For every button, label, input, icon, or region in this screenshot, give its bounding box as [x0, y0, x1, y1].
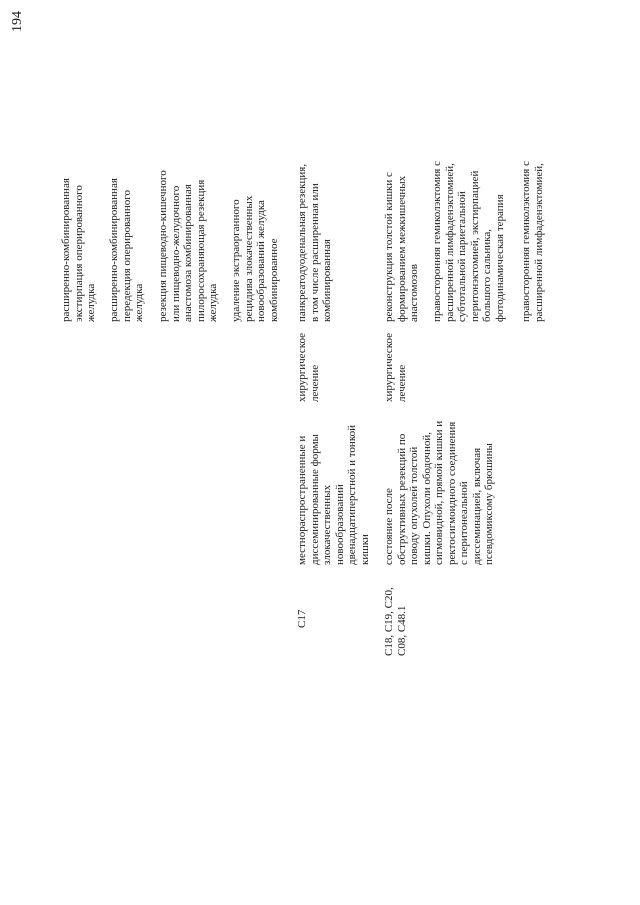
description-line: состояние после: [383, 488, 395, 565]
procedure-line: правосторонняя гемиколэктомия с: [431, 161, 443, 322]
procedure-line: передекция оперированного: [120, 189, 133, 322]
description-line: злокачественных: [321, 484, 333, 565]
procedure-line: расширенной лимфаденэктомией,: [443, 163, 456, 322]
procedure-line: желудка: [133, 283, 145, 322]
procedure-block: [383, 162, 421, 322]
procedure-line: формированием межкишечных: [395, 175, 408, 322]
diagnosis-code: [383, 586, 408, 656]
page-number: 194: [10, 11, 25, 32]
diagnosis-description: [296, 405, 371, 565]
description-line: псевдомиксому брюшины: [483, 443, 495, 565]
procedure-line: пилоросохраняющая резекция: [194, 179, 207, 322]
procedure-line: расширенно-комбинированная: [60, 178, 72, 322]
description-line: с перитонеальной: [458, 481, 470, 565]
code-line: C18, C19, C20,: [383, 587, 395, 656]
procedure-line: правосторонняя гемиколэктомия с: [520, 161, 532, 322]
procedure-line: анастомоза комбинированная: [182, 184, 194, 322]
procedure-line: фотодинамическая терапия: [493, 194, 506, 322]
description-line: диссеминацией, включая: [470, 447, 483, 565]
treatment-line: хирургическое: [383, 332, 395, 402]
procedure-line: перитонэктомией, экстирпацией: [468, 170, 481, 322]
procedure-line: расширенно-комбинированная: [108, 178, 120, 322]
treatment-type: [296, 332, 321, 402]
procedure-line: реконструкция толстой кишки с: [383, 172, 395, 322]
procedure-line: удаление экстраорганного: [230, 199, 242, 322]
description-line: поводу опухолей толстой: [408, 446, 420, 565]
procedure-block: [157, 172, 220, 322]
description-line: новообразований: [333, 484, 346, 565]
treatment-type: [383, 332, 408, 402]
description-line: кишки: [358, 534, 371, 565]
procedure-line: субтотальной париетальной: [456, 191, 468, 322]
procedure-line: рецидива злокачественных: [242, 195, 255, 322]
diagnosis-description: [383, 405, 496, 565]
procedure-line: желудка: [207, 283, 219, 322]
procedure-line: большого сальника,: [481, 228, 493, 322]
diagnosis-code: [296, 588, 309, 628]
description-line: диссеминированные формы: [308, 434, 321, 565]
procedure-block: [296, 162, 334, 322]
procedure-line: расширенной лимфаденэктомией,: [532, 163, 545, 322]
code-line: C08, C48.1: [395, 605, 408, 656]
procedure-line: новообразований желудка: [255, 200, 267, 322]
procedure-line: панкреатодуоденальная резекция,: [296, 163, 308, 322]
description-line: ректосигмоидного соединения: [445, 421, 458, 565]
procedure-block: [230, 172, 280, 322]
procedure-line: резекция пищеводно-кишечного: [157, 170, 169, 322]
description-line: обструктивных резекций по: [395, 433, 408, 565]
procedure-line: или пищеводно-желудочного: [169, 185, 182, 322]
procedure-line: в том числе расширенная или: [308, 183, 321, 322]
description-line: местнораспространенные и: [296, 435, 308, 565]
procedure-line: комбинированное: [267, 238, 280, 322]
procedure-block: [60, 172, 98, 322]
treatment-line: лечение: [395, 364, 408, 402]
description-line: двенадцатиперстной и тонкой: [346, 425, 358, 565]
procedure-line: анастомозов: [408, 264, 420, 322]
treatment-line: хирургическое: [296, 332, 308, 402]
procedure-block: [108, 172, 146, 322]
procedure-line: комбинированная: [321, 239, 333, 322]
treatment-line: лечение: [308, 364, 321, 402]
procedure-block: [520, 152, 545, 322]
procedure-line: желудка: [85, 283, 97, 322]
description-line: кишки. Опухоли ободочной,: [420, 432, 433, 565]
description-line: сигмовидной, прямой кишки и: [433, 420, 445, 565]
procedure-line: экстирпация оперированного: [72, 185, 85, 322]
code-line: C17: [296, 609, 308, 628]
procedure-block: [431, 152, 506, 322]
